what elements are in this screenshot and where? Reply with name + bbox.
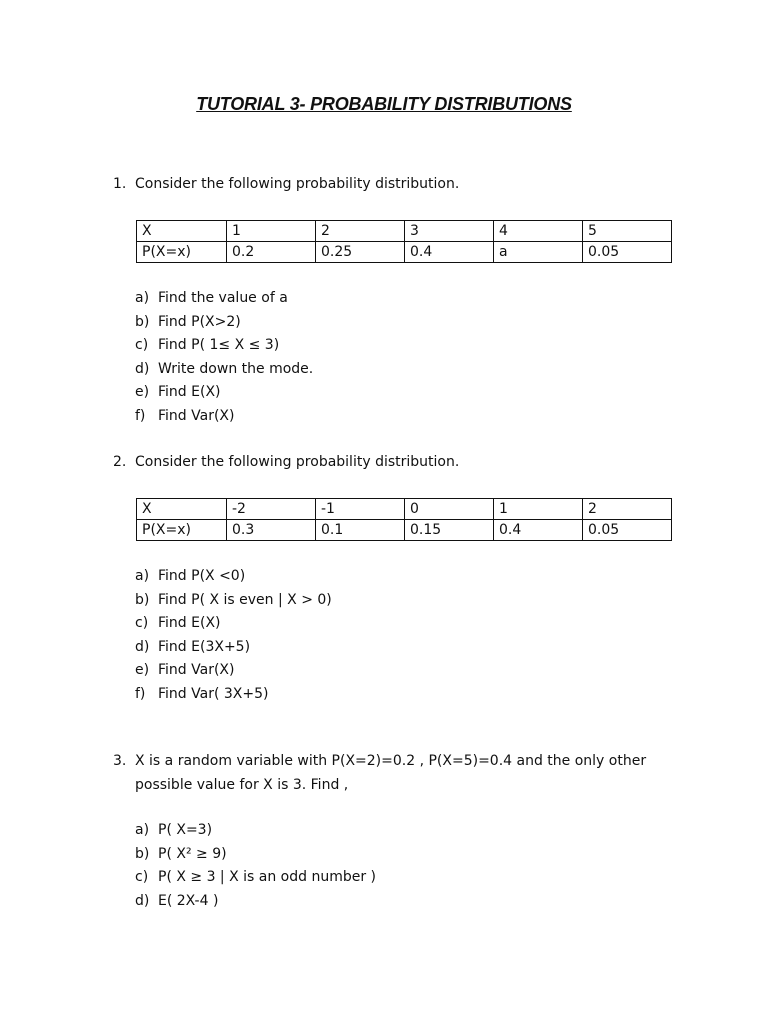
list-item (135, 612, 332, 636)
part-label: a) (135, 822, 150, 838)
list-item (135, 589, 332, 613)
table-cell: 2 (316, 221, 405, 242)
list-item (135, 866, 376, 890)
list-item (135, 334, 313, 358)
question-text: Consider the following probability distribution. (135, 454, 460, 470)
question-number: 2. (113, 454, 127, 470)
table-cell: 2 (583, 499, 672, 520)
table-cell: X (137, 499, 227, 520)
table-cell: 0.3 (227, 520, 316, 541)
question-3-parts (135, 819, 376, 913)
list-item (135, 381, 313, 405)
table-cell: 0.2 (227, 242, 316, 263)
part-label: c) (135, 615, 149, 631)
part-label: e) (135, 384, 150, 400)
table-cell: 1 (227, 221, 316, 242)
list-item (135, 683, 332, 707)
question-number: 3. (113, 753, 127, 769)
part-text: Find P( X is even | X > 0) (158, 591, 332, 608)
part-text: Find E(X) (158, 615, 221, 631)
part-label: a) (135, 568, 150, 584)
part-text: P( X=3) (158, 822, 213, 838)
table-cell: -1 (316, 499, 405, 520)
part-text: Find Var(X) (158, 662, 235, 678)
list-item (135, 565, 332, 589)
part-text: Find E(X) (158, 384, 221, 400)
list-item (135, 819, 376, 843)
question-text-line-1: X is a random variable with P(X=2)=0.2 , P(X=5)=0.4 and the only other (135, 753, 647, 769)
table-cell: P(X=x) (137, 242, 227, 263)
table-cell: 0.4 (494, 520, 583, 541)
table-cell: 0.4 (405, 242, 494, 263)
part-label: b) (135, 591, 150, 608)
part-label: d) (135, 892, 150, 909)
table-cell: 1 (494, 499, 583, 520)
question-2-parts (135, 565, 332, 706)
question-text-line-2: possible value for X is 3. Find , (135, 777, 349, 793)
question-3 (113, 749, 673, 797)
part-label: a) (135, 290, 150, 306)
list-item (135, 405, 313, 429)
part-label: f) (135, 407, 146, 424)
question-1-parts (135, 287, 313, 428)
table-cell: P(X=x) (137, 520, 227, 541)
table-cell: 5 (583, 221, 672, 242)
part-label: d) (135, 360, 150, 377)
table-cell: -2 (227, 499, 316, 520)
table-cell: 0.05 (583, 242, 672, 263)
part-text: Find P( 1≤ X ≤ 3) (158, 337, 280, 353)
part-text: Find P(X>2) (158, 313, 241, 330)
list-item (135, 636, 332, 660)
table-row (137, 242, 672, 263)
part-label: b) (135, 313, 150, 330)
table-cell: 0.1 (316, 520, 405, 541)
part-label: b) (135, 845, 150, 862)
part-text: Write down the mode. (158, 360, 314, 377)
question-1 (113, 172, 673, 196)
table-row (137, 499, 672, 520)
distribution-table-1 (136, 220, 672, 263)
part-text: P( X² ≥ 9) (158, 845, 227, 862)
distribution-table-2 (136, 498, 672, 541)
part-text: E( 2X-4 ) (158, 892, 219, 909)
list-item (135, 287, 313, 311)
question-number: 1. (113, 176, 127, 192)
part-text: Find Var(X) (158, 407, 235, 424)
table-row (137, 221, 672, 242)
list-item (135, 843, 376, 867)
page-title: TUTORIAL 3- PROBABILITY DISTRIBUTIONS (196, 94, 572, 114)
table-cell: 4 (494, 221, 583, 242)
table-cell: 0.15 (405, 520, 494, 541)
table-cell: 0.25 (316, 242, 405, 263)
table-cell: a (494, 242, 583, 263)
table-cell: X (137, 221, 227, 242)
part-text: P( X ≥ 3 | X is an odd number ) (158, 869, 377, 885)
part-label: f) (135, 685, 146, 702)
part-label: c) (135, 869, 149, 885)
part-label: e) (135, 662, 150, 678)
part-text: Find P(X <0) (158, 568, 246, 584)
list-item (135, 311, 313, 335)
table-cell: 0.05 (583, 520, 672, 541)
table-row (137, 520, 672, 541)
part-text: Find Var( 3X+5) (158, 685, 269, 702)
part-label: d) (135, 638, 150, 655)
list-item (135, 890, 376, 914)
part-label: c) (135, 337, 149, 353)
part-text: Find E(3X+5) (158, 638, 251, 655)
table-cell: 0 (405, 499, 494, 520)
question-2 (113, 450, 673, 474)
part-text: Find the value of a (158, 290, 288, 306)
list-item (135, 358, 313, 382)
question-text: Consider the following probability distribution. (135, 176, 460, 192)
list-item (135, 659, 332, 683)
table-cell: 3 (405, 221, 494, 242)
